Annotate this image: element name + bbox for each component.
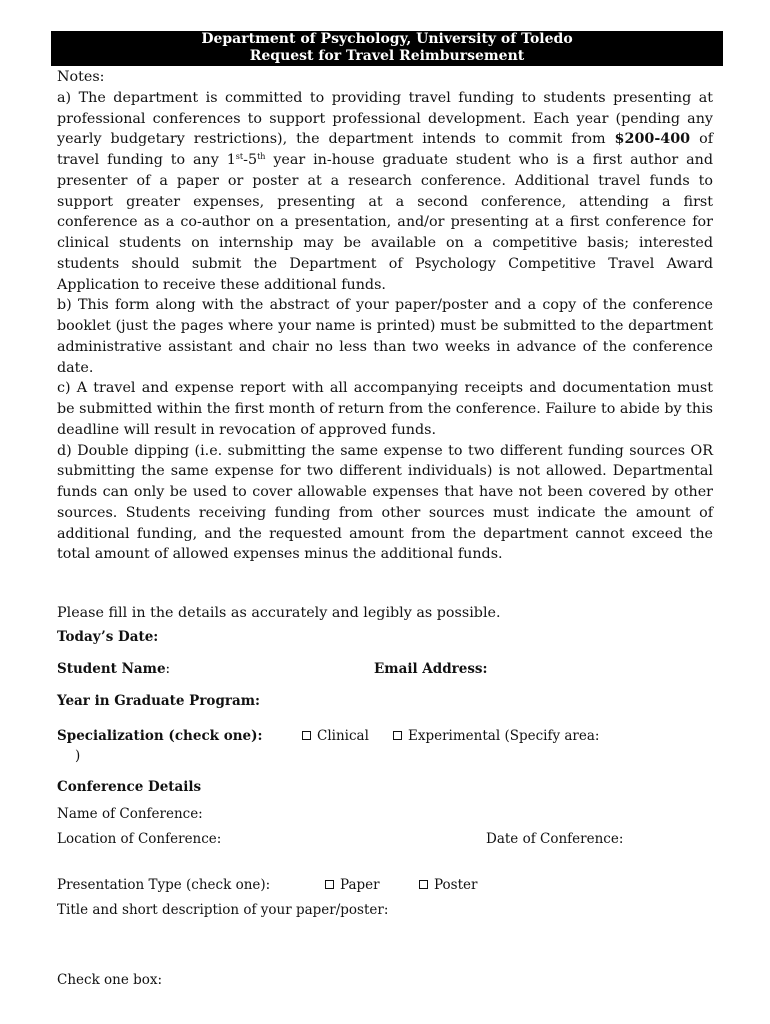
- funding-amount: $200-400: [614, 131, 691, 148]
- poster-checkbox[interactable]: [419, 880, 428, 889]
- conference-date-label: Date of Conference:: [486, 831, 624, 847]
- paper-option[interactable]: Paper: [325, 876, 380, 894]
- form-header: [51, 31, 723, 66]
- student-name-label: Student Name:: [57, 661, 171, 677]
- specialization-close-paren: ): [75, 748, 81, 764]
- note-a: a) The department is committed to providing travel funding to students presenting at professional conferences to support professional development. Each year (pending any yearly budgetary restrictions), the department intends to commit from $200-400 of travel funding to any 1st-5th year in-house graduate student who is a first author and presenter of a paper or poster at a research conference. Additional travel funds to support greater expenses, presenting at a second conference, attending a first conference as a co-author on a presentation, and/or presenting at a first conference for clinical students on internship may be available on a competitive basis; interested students should submit the Department of Psychology Competitive Travel Award Application to receive these additional funds.: [57, 89, 713, 293]
- poster-option[interactable]: Poster: [419, 876, 477, 894]
- note-d: d) Double dipping (i.e. submitting the same expense to two different funding sources OR submitting the same expense for two different individuals) is not allowed. Departmental funds can only be used to cover allowable expenses that have not been covered by other sources. Students receiving funding from other sources must indicate the amount of additional funding, and the requested amount from the department cannot exceed the total amount of allowed expenses minus the additional funds.: [57, 442, 713, 563]
- todays-date-label: Today’s Date:: [57, 629, 159, 645]
- email-label: Email Address:: [374, 661, 488, 677]
- experimental-checkbox[interactable]: [393, 731, 402, 740]
- department-title: Department of Psychology, University of Toledo: [201, 31, 573, 47]
- paper-checkbox[interactable]: [325, 880, 334, 889]
- conference-location-label: Location of Conference:: [57, 831, 222, 847]
- form-title: Request for Travel Reimbursement: [249, 48, 525, 64]
- check-one-box-label: Check one box:: [57, 972, 163, 988]
- title-description-label: Title and short description of your paper/poster:: [57, 902, 389, 918]
- conference-name-label: Name of Conference:: [57, 806, 203, 822]
- notes-heading: Notes:: [57, 69, 105, 85]
- clinical-checkbox[interactable]: [302, 731, 311, 740]
- year-label: Year in Graduate Program:: [57, 693, 261, 709]
- presentation-type-label: Presentation Type (check one):: [57, 877, 271, 893]
- note-c: c) A travel and expense report with all accompanying receipts and documentation must be submitted within the first month of return from the conference. Failure to abide by this deadline will result in revocation of approved funds.: [57, 380, 713, 438]
- instruction-text: Please fill in the details as accurately and legibly as possible.: [57, 605, 501, 621]
- conference-details-heading: Conference Details: [57, 779, 202, 795]
- notes-section: [57, 67, 713, 565]
- note-b: b) This form along with the abstract of your paper/poster and a copy of the conference booklet (just the pages where your name is printed) must be submitted to the department administrative assistant and chair no less than two weeks in advance of the conference date.: [57, 297, 713, 376]
- clinical-option[interactable]: Clinical: [302, 727, 369, 745]
- specialization-label: Specialization (check one):: [57, 728, 263, 744]
- experimental-option[interactable]: Experimental (Specify area:: [393, 727, 599, 745]
